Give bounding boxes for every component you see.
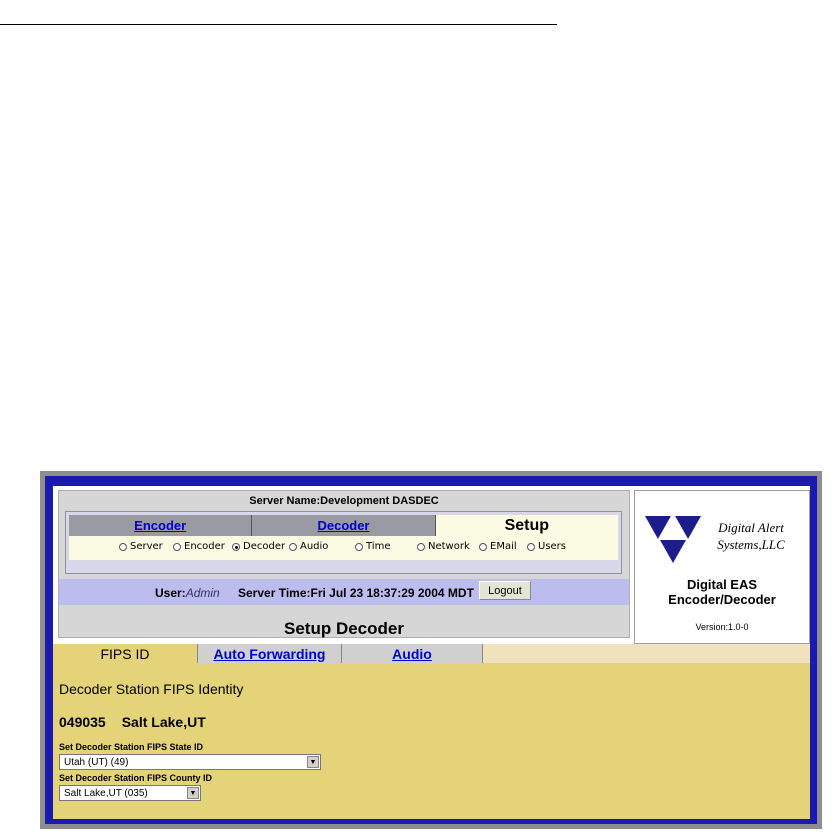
radio-label: Decoder: [243, 541, 286, 552]
state-select[interactable]: [59, 754, 321, 770]
fips-panel: [53, 644, 810, 819]
page-title: Setup Decoder: [284, 619, 404, 638]
tab-encoder[interactable]: Encoder: [69, 515, 252, 536]
radio-network[interactable]: [417, 541, 470, 552]
dropdown-arrow-icon: ▼: [187, 787, 199, 799]
radio-circle-icon: [173, 543, 181, 551]
radio-email[interactable]: [479, 541, 517, 552]
sub-tabs: [53, 644, 810, 663]
subtab-fips-id[interactable]: FIPS ID: [53, 644, 197, 663]
radio-label: Users: [538, 541, 567, 552]
radio-label: Audio: [300, 541, 329, 552]
user-info: [155, 586, 220, 600]
radio-label: Encoder: [184, 541, 225, 552]
company-line-2: Systems,LLC: [717, 537, 785, 552]
server-name: Server Name:Development DASDEC: [249, 495, 439, 507]
user-name: Admin: [185, 586, 220, 600]
nav-tabs: [69, 515, 618, 536]
radio-circle-icon: [479, 543, 487, 551]
radio-circle-icon: [417, 543, 425, 551]
product-line-2: Encoder/Decoder: [668, 592, 776, 607]
app-content: [53, 486, 810, 819]
header-panel: [58, 490, 630, 638]
radio-selected-icon: [232, 543, 240, 551]
top-divider-line: [0, 24, 557, 25]
county-field-label: Set Decoder Station FIPS County ID: [59, 773, 213, 783]
current-fips-id: [59, 714, 222, 730]
county-select[interactable]: [59, 785, 201, 801]
radio-circle-icon: [289, 543, 297, 551]
product-line-1: Digital EAS: [686, 577, 758, 592]
dropdown-arrow-icon: ▼: [307, 756, 319, 768]
triangles-logo-icon: [645, 515, 701, 565]
radio-label: EMail: [490, 541, 517, 552]
subtab-audio[interactable]: Audio: [341, 644, 483, 663]
user-bar: [59, 579, 629, 605]
user-label: User:: [155, 586, 186, 600]
radio-server[interactable]: [119, 541, 163, 552]
section-heading: Decoder Station FIPS Identity: [59, 681, 244, 697]
server-time: Server Time:Fri Jul 23 18:37:29 2004 MDT: [238, 586, 474, 600]
version-label: Version:1.0-0: [695, 622, 749, 632]
radio-label: Network: [428, 541, 470, 552]
state-select-value: Utah (UT) (49): [64, 756, 129, 768]
tab-setup[interactable]: Setup: [436, 515, 618, 536]
radio-circle-icon: [355, 543, 363, 551]
fips-place: Salt Lake,UT: [121, 714, 206, 730]
county-select-value: Salt Lake,UT (035): [64, 787, 148, 799]
radio-label: Server: [130, 541, 163, 552]
app-window: [40, 471, 822, 829]
setup-options: [69, 536, 618, 560]
company-name: [701, 519, 801, 553]
branding-panel: [634, 490, 810, 644]
radio-audio[interactable]: [289, 541, 328, 552]
company-line-1: Digital Alert: [718, 520, 784, 535]
fips-code: 049035: [59, 714, 106, 730]
radio-encoder[interactable]: [173, 541, 225, 552]
state-field-label: Set Decoder Station FIPS State ID: [59, 742, 204, 752]
radio-time[interactable]: [355, 541, 390, 552]
main-nav: [65, 511, 622, 574]
logout-button[interactable]: Logout: [479, 581, 531, 600]
radio-circle-icon: [527, 543, 535, 551]
radio-circle-icon: [119, 543, 127, 551]
radio-label: Time: [366, 541, 391, 552]
product-name: [635, 577, 809, 607]
tab-decoder[interactable]: Decoder: [252, 515, 435, 536]
radio-users[interactable]: [527, 541, 566, 552]
radio-decoder[interactable]: [232, 541, 285, 552]
subtab-auto-forwarding[interactable]: Auto Forwarding: [197, 644, 341, 663]
window-border: [45, 476, 817, 824]
